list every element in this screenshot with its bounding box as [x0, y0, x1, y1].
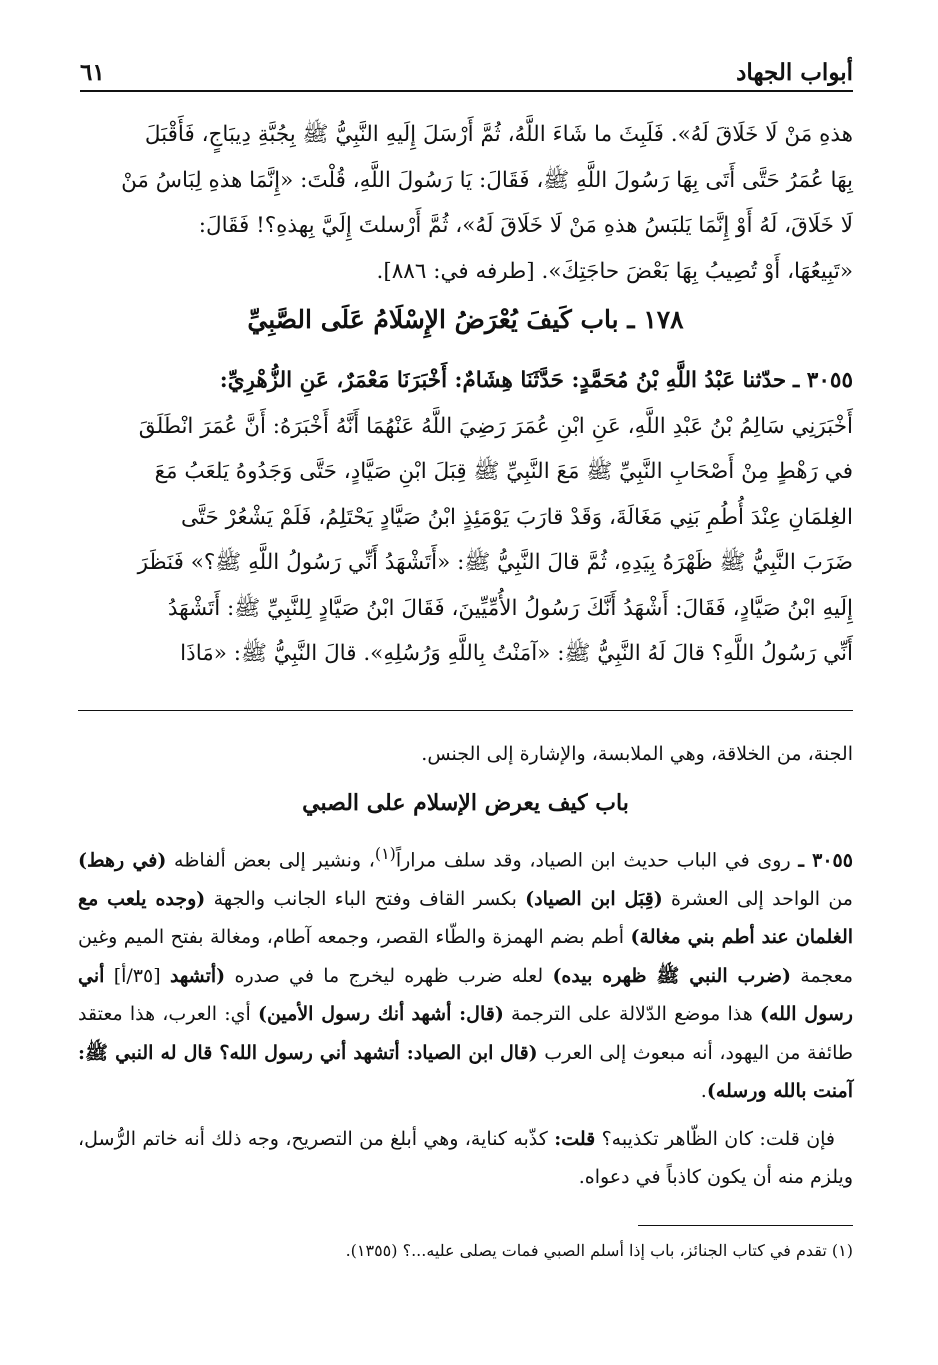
text-line: أَنِّي رَسُولُ اللَّهِ؟ قالَ لَهُ النَّبِيُّ ﷺ: «آمَنْتُ بِاللَّهِ وَرُسُلِهِ». قالَ النَّبِيُّ ﷺ: «مَاذَا — [180, 641, 853, 666]
quoted-term: (أتشهد — [169, 964, 226, 987]
quoted-term: (قال — [500, 1041, 538, 1064]
book-section-title: أبواب الجهاد — [736, 59, 853, 86]
page-number: ٦١ — [80, 59, 105, 86]
quoted-term: ابن الصياد: أتشهد أني رسول الله؟ قال له النبي ﷺ: آمنت بالله ورسله) — [78, 1041, 853, 1103]
text-span: آطام، ومغالة بفتح الميم وغين معجمة — [78, 926, 854, 987]
text-line: لَا خَلَاقَ، لَهُ أَوْ إِنَّمَا يَلبَسُ هذهِ مَنْ لَا خَلَاقَ لَهُ»، ثُمَّ أَرْسلتَ إِلَيَّ بِهذهِ؟! فَقَالَ: — [198, 213, 853, 238]
text-span: هذا موضع الدّلالة على الترجمة — [511, 1003, 753, 1026]
commentary-number: ٣٠٥٥ ـ — [798, 849, 853, 872]
footnote-ref[interactable]: (١) — [374, 844, 396, 863]
running-header — [80, 52, 853, 92]
text-span: بكسر القاف وفتح الباء الجانب — [273, 887, 517, 910]
section-divider — [78, 710, 853, 711]
commentary-continuation — [78, 735, 853, 773]
commentary-question — [78, 1120, 853, 1196]
quoted-term: (في رهط) — [78, 849, 167, 872]
text-line: «تَبِيعُهَا، أَوْ تُصِيبُ بِهَا بَعْضَ حاجَتِكَ». [طرفه في: ٨٨٦]. — [376, 258, 853, 284]
text-line: إِلَيهِ ابْنُ صَيَّادٍ، فَقَالَ: أَشْهَدُ أَنَّكَ رَسُولُ الأُمِّيِّينَ، فَقَالَ ابْنُ صَيَّادٍ لِلنَّبِيِّ ﷺ: أَتَشْهَدُ — [167, 595, 853, 621]
hadith-number: ٣٠٥٥ ـ — [793, 368, 853, 393]
text-span: ، ونشير إلى بعض — [233, 849, 375, 872]
quoted-term: (وجده يلعب مع الغلمان عند أطم بني مغالة) — [78, 887, 854, 949]
text-line: ضَرَبَ النَّبِيُّ ﷺ ظَهْرَهُ بِيَدِهِ، ثُمَّ قالَ النَّبِيُّ ﷺ: «أَتَشْهَدُ أَنِّي رَسُولُ اللَّهِ ﷺ؟» فَنَظَرَ — [137, 550, 853, 575]
text-span: ما في صدره — [234, 964, 340, 987]
text-span: من الواحد إلى العشرة — [671, 887, 853, 910]
text-line: الجنة، من الخلاقة، وهي الملابسة، والإشارة إلى الجنس. — [421, 743, 853, 765]
footnote: (١) تقدم في كتاب الجنائز، باب إذا أسلم الصبي فمات يصلى عليه...؟ (١٣٥٥). — [345, 1241, 853, 1260]
text-line — [78, 835, 853, 1111]
hadith-3055 — [78, 358, 853, 677]
quoted-term: (قِبَل ابن الصياد) — [525, 887, 663, 910]
text-span: والجهة — [213, 887, 266, 910]
quoted-term: (قال: أشهد — [411, 1003, 504, 1026]
answer-marker: قلت: — [554, 1128, 596, 1150]
footnote-rule — [638, 1225, 853, 1226]
text-span: ألفاظه — [174, 849, 226, 872]
text-span: فإن قلت: كان الظّاهر تكذيبه؟ — [601, 1128, 836, 1150]
text-span: روى في الباب حديث ابن الصياد، وقد سلف مراراً — [395, 849, 791, 872]
text-line: الغِلمَانِ عِنْدَ أُطُمِ بَنِي مَغَالَةَ، وَقَدْ قارَبَ يَوْمَئِذٍ ابْنُ صَيَّادٍ يَحْتَلِمُ، فَلَمْ يَشْعُرْ حَتَّى — [181, 504, 853, 530]
commentary-chapter-heading: باب كيف يعرض الإسلام على الصبي — [302, 790, 629, 816]
text-span: أنه خاتم الرُّسل، ويلزم منه أن يكون كاذباً في دعواه. — [78, 1128, 853, 1188]
text-line: في رَهْطٍ مِنْ أَصْحَابِ النَّبِيِّ ﷺ مَعَ النَّبِيِّ ﷺ قِبَلَ ابْنِ صَيَّادٍ، حَتَّى وَجَدُوهُ يَلعَبُ مَعَ — [154, 459, 853, 484]
quoted-term: (ضرب النبي ﷺ ظهره بيده) — [552, 964, 791, 987]
commentary-3055 — [78, 835, 853, 1111]
text-span: لعله ضرب ظهره ليخرج — [348, 964, 544, 987]
hadith-continuation — [78, 112, 853, 294]
hadith-isnad: حدّثنا عَبْدُ اللَّهِ بْنُ مُحَمَّدٍ: حَدَّثَنَا هِشَامٌ: أَخْبَرَنَا مَعْمَرٌ، عَنِ الزُّهْرِيِّ: — [219, 368, 787, 393]
text-line — [78, 358, 853, 404]
text-span: أي: العرب، هذا معتقد طائفة من اليهود، أنه مبعوث إلى العرب — [78, 1003, 853, 1064]
text-span: كذّبه كناية، وهي أبلغ من التصريح، وجه ذلك — [211, 1128, 548, 1150]
manuscript-folio-ref: [٣٥/أ] — [113, 964, 161, 987]
text-line: أَخْبَرَنِي سَالِمُ بْنُ عَبْدِ اللَّهِ، عَنِ ابْنِ عُمَرَ رَضِيَ اللَّهُ عَنْهُمَا أَنَّهُ أَخْبَرَهُ: أَنَّ عُمَرَ انْطَلَقَ — [138, 413, 853, 439]
text-span: أطم بضم الهمزة والطّاء القصر، وجمعه — [317, 926, 625, 949]
text-span: . — [700, 1080, 707, 1103]
text-line — [78, 1120, 853, 1196]
text-line: بِهَا عُمَرُ حَتَّى أَتَى بِهَا رَسُولَ اللَّهِ ﷺ، فَقَالَ: يَا رَسُولَ اللَّهِ، قُلْتَ: «إِنَّمَا هذهِ لِبَاسُ مَنْ — [121, 167, 853, 193]
quoted-term: أنك رسول الأمين) — [257, 1003, 405, 1026]
quoted-term: أني رسول الله) — [78, 964, 853, 1026]
chapter-heading: ١٧٨ ـ باب كَيفَ يُعْرَضُ الإِسْلَامُ عَلَى الصَّبِيِّ — [247, 305, 684, 334]
text-line: هذهِ مَنْ لَا خَلَاقَ لَهُ». فَلَبِثَ ما شَاءَ اللَّهُ، ثُمَّ أَرْسَلَ إِلَيهِ النَّبِيُّ ﷺ بِجُبَّةِ دِيبَاجٍ، فَأَقْبَلَ — [144, 122, 853, 147]
